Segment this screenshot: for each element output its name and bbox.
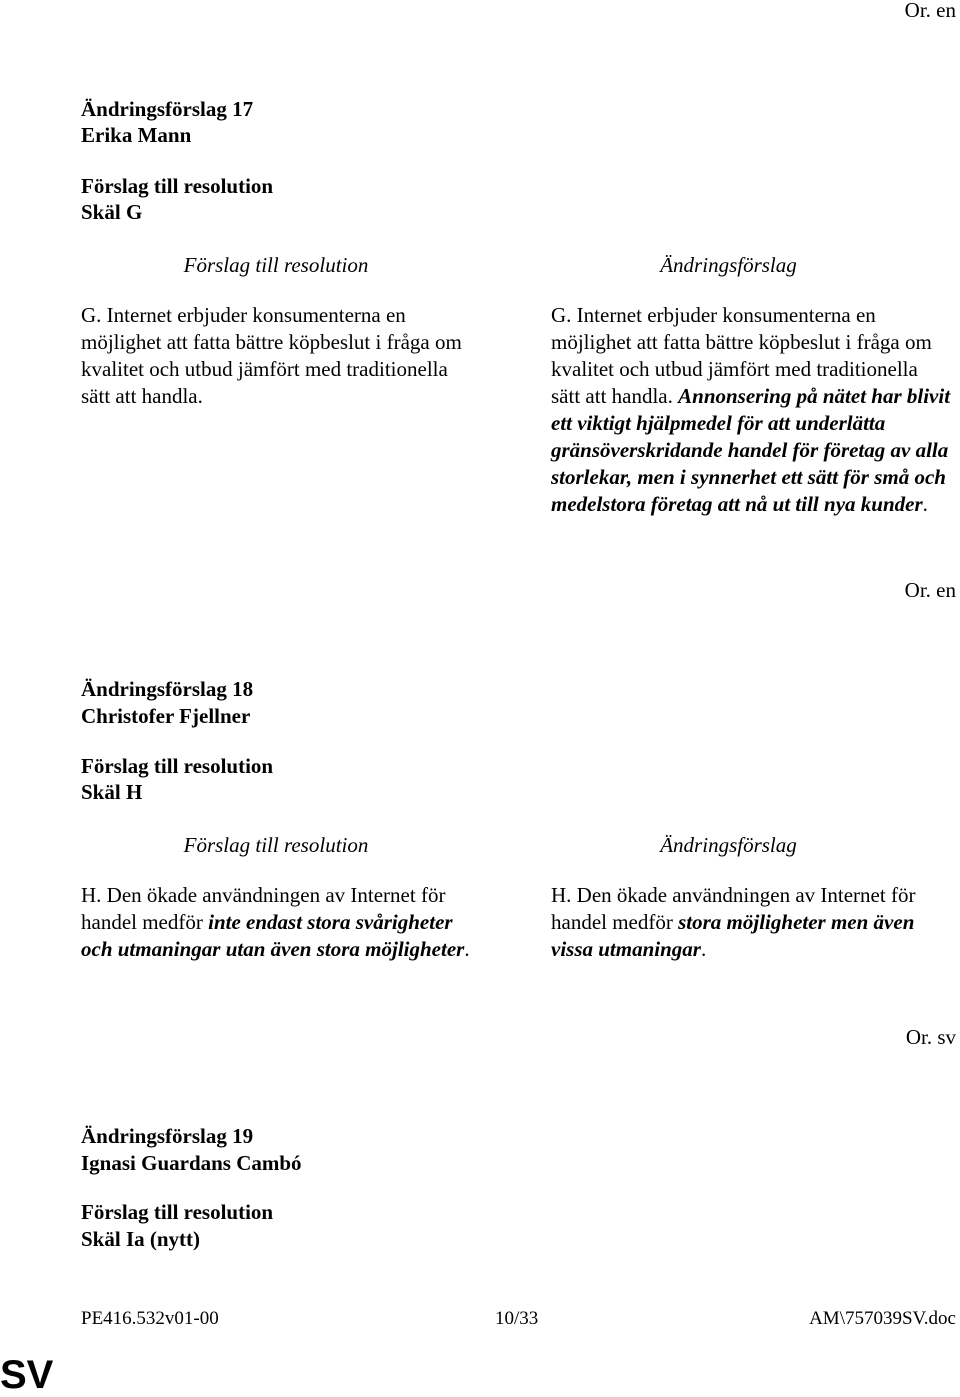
amendment-title: Ändringsförslag 18	[81, 677, 254, 701]
footer-doc-ref: PE416.532v01-00	[81, 1308, 219, 1329]
amended-text	[551, 882, 951, 963]
amendment-author: Ignasi Guardans Cambó	[81, 1151, 302, 1175]
amended-text-end: .	[922, 492, 928, 516]
amendment-author: Christofer Fjellner	[81, 704, 251, 728]
original-text	[81, 882, 471, 963]
amended-text-change: stora möjligheter men även vissa utmaningar	[551, 910, 915, 961]
original-text-end: .	[464, 937, 470, 961]
original-text-plain: H. Den ökade användningen av Internet för handel medför	[81, 883, 446, 934]
original-language: Or. en	[904, 578, 956, 602]
proposal-label: Förslag till resolution	[81, 174, 274, 198]
footer-file-name: AM\757039SV.doc	[809, 1308, 956, 1329]
column-header-amendment: Ändringsförslag	[660, 253, 797, 277]
original-text: G. Internet erbjuder konsumenterna en möjlighet att fatta bättre köpbeslut i fråga om kvalitet och utbud jämfört med traditionella sätt att handla.	[81, 303, 462, 408]
amended-text-end: .	[700, 937, 707, 961]
original-text-change: inte endast stora svårigheter och utmaningar utan även stora möjligheter	[81, 910, 465, 961]
column-header-original: Förslag till resolution	[183, 253, 369, 277]
column-header-amendment: Ändringsförslag	[660, 833, 797, 857]
amendment-author: Erika Mann	[81, 123, 192, 147]
proposal-label: Förslag till resolution	[81, 1200, 274, 1224]
amendment-title: Ändringsförslag 19	[81, 1124, 254, 1148]
amended-text-plain: H. Den ökade användningen av Internet för handel medför	[551, 883, 916, 934]
amended-text-plain: G. Internet erbjuder konsumenterna en möjlighet att fatta bättre köpbeslut i fråga om kvalitet och utbud jämfört med traditionella sätt att handla.	[551, 303, 932, 408]
amended-text	[551, 302, 951, 518]
footer-language-code: SV	[0, 1353, 54, 1397]
section-label: Skäl Ia (nytt)	[81, 1227, 201, 1251]
section-label: Skäl G	[81, 200, 143, 224]
proposal-label: Förslag till resolution	[81, 754, 274, 778]
amendment-title: Ändringsförslag 17	[81, 97, 254, 121]
original-language: Or. en	[904, 0, 956, 22]
column-header-original: Förslag till resolution	[183, 833, 369, 857]
footer-page-number: 10/33	[495, 1308, 539, 1329]
amended-text-change: Annonsering på nätet har blivit ett viktigt hjälpmedel för att underlätta gränsöverskridande handel för företag av alla storlekar, men i synnerhet ett sätt för små och medelstora företag att nå ut till nya kunder	[551, 384, 951, 516]
section-label: Skäl H	[81, 780, 143, 804]
original-language: Or. sv	[905, 1025, 956, 1049]
